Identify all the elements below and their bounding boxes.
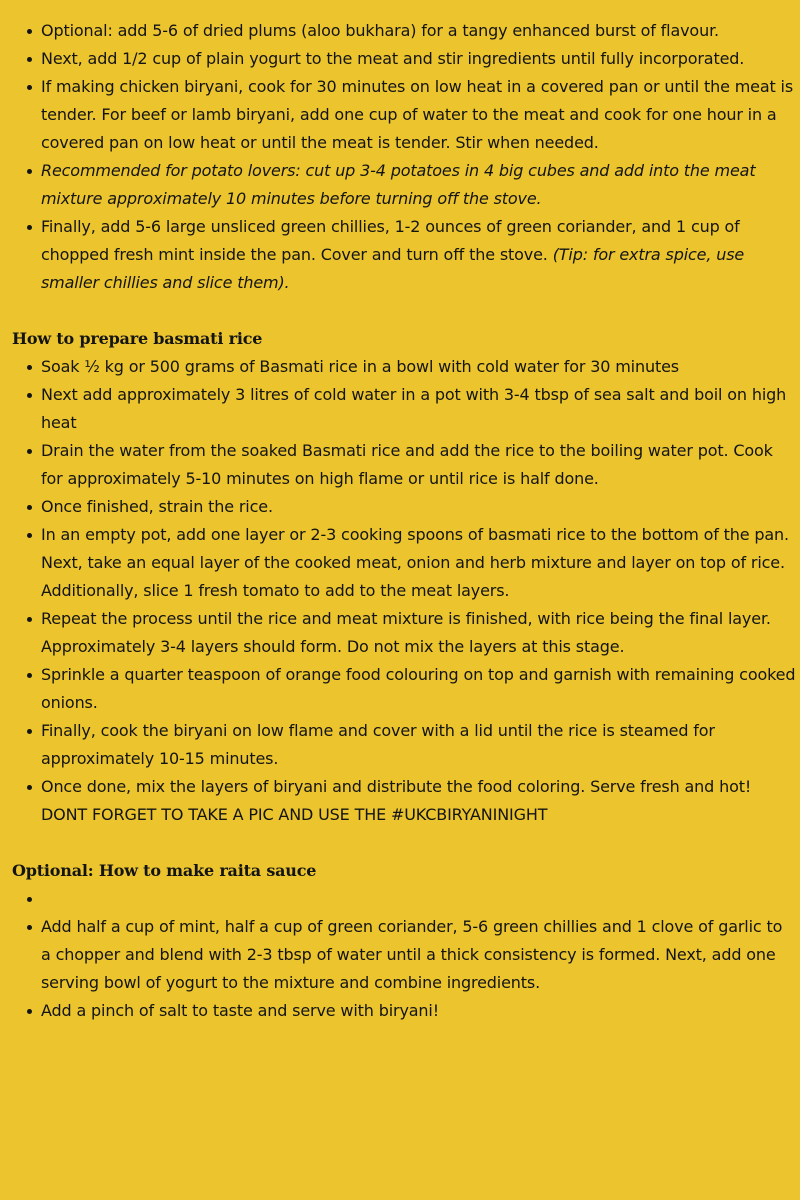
step-text: Recommended for potato lovers: cut up 3-4 potatoes in 4 big cubes and add into the meat mixture approximately 10 minutes before turning off the stove.: [41, 161, 756, 208]
step-text: Once done, mix the layers of biryani and distribute the food coloring. Serve fresh and hot! DONT FORGET TO TAKE A PIC AND USE THE #UKCBIRYANINIGHT: [41, 777, 752, 824]
list-item: [0, 381, 800, 437]
list-item: [0, 773, 800, 829]
list-item: [0, 997, 800, 1025]
step-text: Next add approximately 3 litres of cold water in a pot with 3-4 tbsp of sea salt and boil on high heat: [41, 385, 787, 432]
recipe-page: [0, 17, 800, 1025]
step-text: If making chicken biryani, cook for 30 minutes on low heat in a covered pan or until the meat is tender. For beef or lamb biryani, add one cup of water to the meat and cook for one hour in a covered pan on low heat or until the meat is tender. Stir when needed.: [41, 77, 794, 152]
list-item: [0, 661, 800, 717]
step-text: Repeat the process until the rice and meat mixture is finished, with rice being the final layer. Approximately 3-4 layers should form. Do not mix the layers at this stage.: [41, 609, 771, 656]
list-item: [0, 493, 800, 521]
raita-steps-list: [0, 885, 800, 1025]
step-text: Once finished, strain the rice.: [41, 497, 273, 516]
list-item: [0, 45, 800, 73]
list-item: [0, 353, 800, 381]
step-text: In an empty pot, add one layer or 2-3 cooking spoons of basmati rice to the bottom of the pan. Next, take an equal layer of the cooked meat, onion and herb mixture and layer on top of rice. Additionally, slice 1 fresh tomato to add to the meat layers.: [41, 525, 789, 600]
step-text: Add half a cup of mint, half a cup of green coriander, 5-6 green chillies and 1 clove of garlic to a chopper and blend with 2-3 tbsp of water until a thick consistency is formed. Next, add one serving bowl of yogurt to the mixture and combine ingredients.: [41, 917, 783, 992]
list-item: [0, 717, 800, 773]
meat-steps-list: [0, 17, 800, 297]
list-item: [0, 521, 800, 605]
raita-section-heading: Optional: How to make raita sauce: [12, 861, 317, 880]
rice-section-heading: How to prepare basmati rice: [12, 329, 263, 348]
step-text: Sprinkle a quarter teaspoon of orange food colouring on top and garnish with remaining cooked onions.: [41, 665, 796, 712]
list-item: [0, 913, 800, 997]
list-item: [0, 885, 800, 913]
step-text: Soak ½ kg or 500 grams of Basmati rice in a bowl with cold water for 30 minutes: [41, 357, 679, 376]
step-text: Add a pinch of salt to taste and serve with biryani!: [41, 1001, 439, 1020]
list-item: [0, 213, 800, 297]
step-text: Optional: add 5-6 of dried plums (aloo bukhara) for a tangy enhanced burst of flavour.: [41, 21, 719, 40]
list-item: [0, 157, 800, 213]
list-item: [0, 17, 800, 45]
step-text: Finally, add 5-6 large unsliced green chillies, 1-2 ounces of green coriander, and 1 cup of chopped fresh mint inside the pan. Cover and turn off the stove.: [41, 217, 740, 264]
list-item: [0, 605, 800, 661]
tip-text: (Tip: for extra spice, use smaller chillies and slice them).: [41, 245, 745, 292]
rice-steps-list: [0, 353, 800, 829]
list-item: [0, 73, 800, 157]
step-text: Finally, cook the biryani on low flame and cover with a lid until the rice is steamed for approximately 10-15 minutes.: [41, 721, 715, 768]
step-text: Drain the water from the soaked Basmati rice and add the rice to the boiling water pot. Cook for approximately 5-10 minutes on high flame or until rice is half done.: [41, 441, 773, 488]
step-text: Next, add 1/2 cup of plain yogurt to the meat and stir ingredients until fully incorporated.: [41, 49, 745, 68]
list-item: [0, 437, 800, 493]
